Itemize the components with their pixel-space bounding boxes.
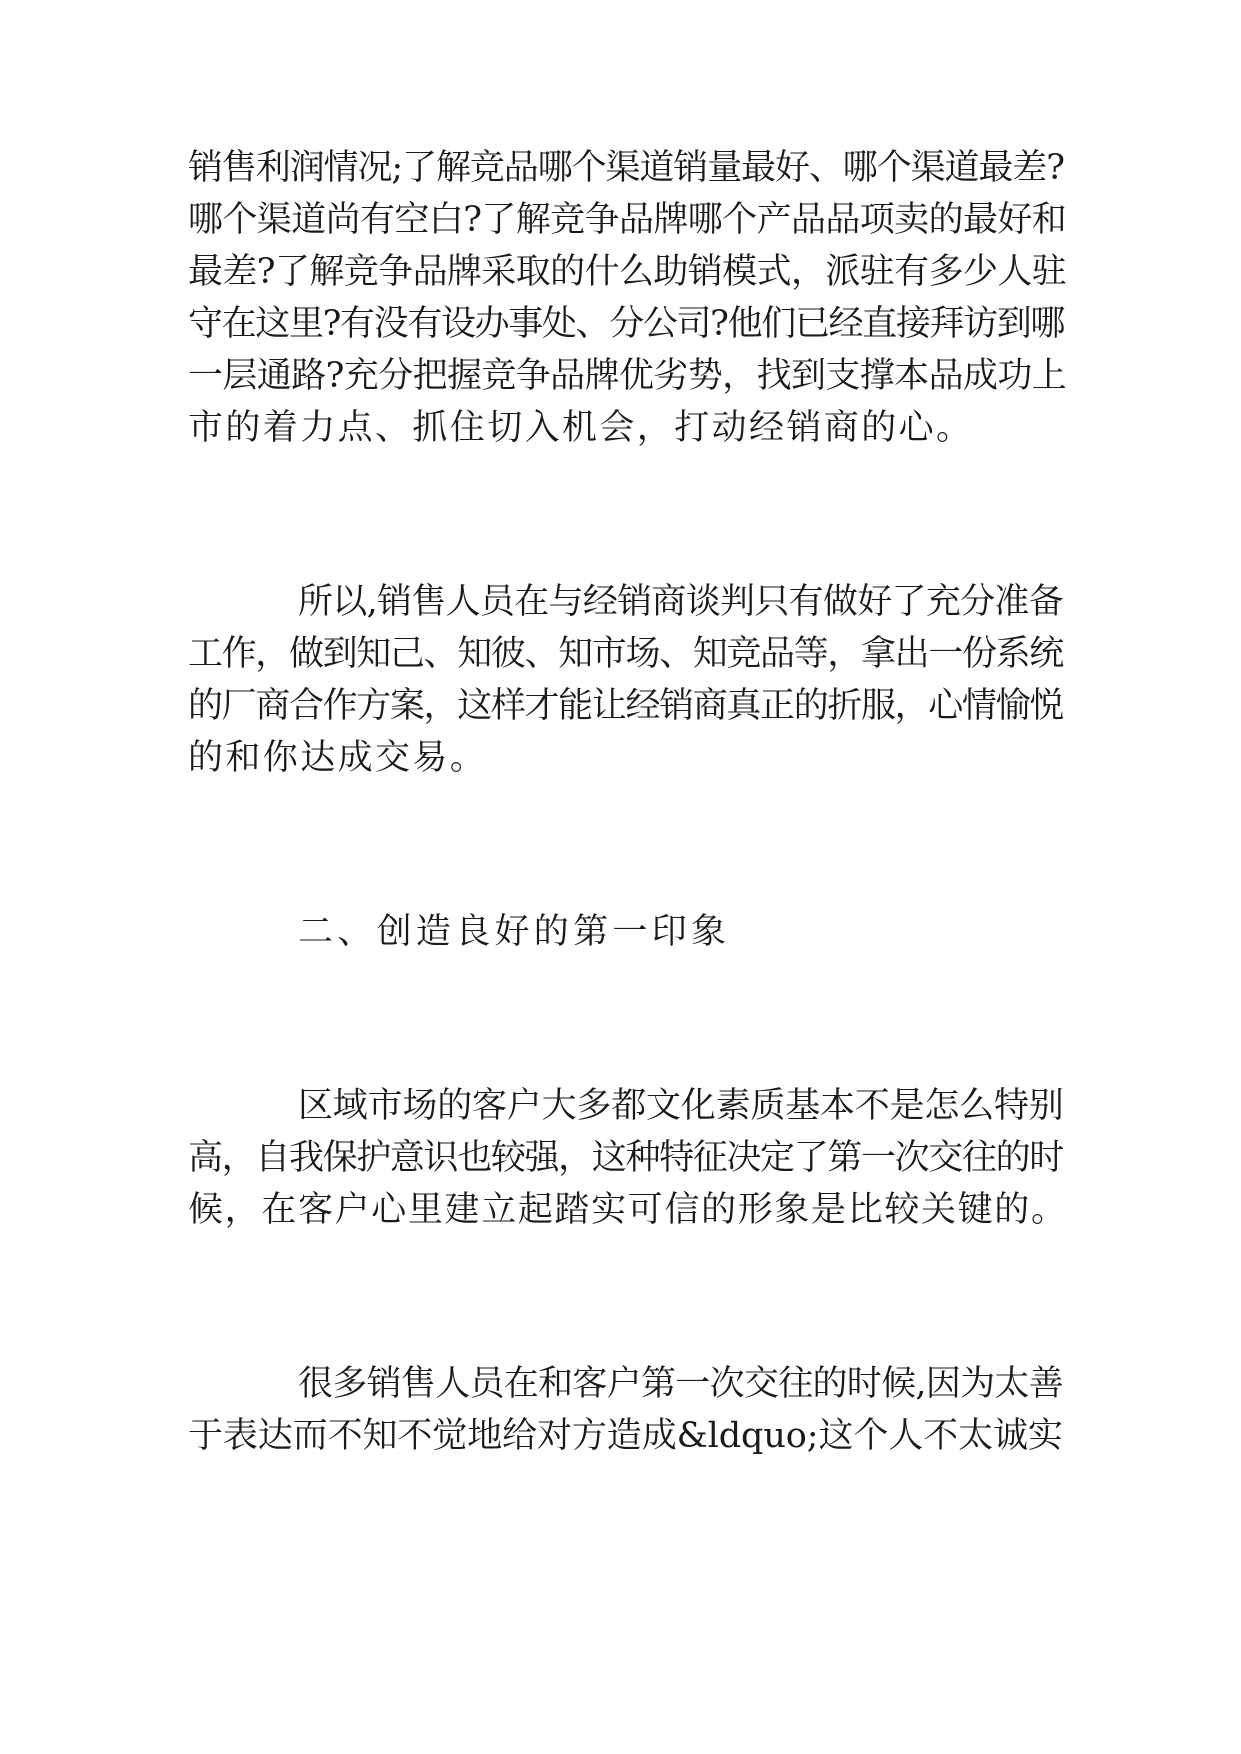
paragraph-1-line-3: 最差?了解竞争品牌采取的什么助销模式，派驻有多少人驻	[188, 252, 1067, 292]
paragraph-1-line-5: 一层通路?充分把握竞争品牌优劣势，找到支撑本品成功上	[188, 356, 1067, 396]
paragraph-2-line-2: 工作，做到知己、知彼、知市场、知竞品等，拿出一份系统	[188, 634, 1063, 674]
paragraph-3-line-2: 高，自我保护意识也较强，这种特征决定了第一次交往的时	[188, 1138, 1063, 1178]
paragraph-3-line-1: 区域市场的客户大多都文化素质基本不是怎么特别	[298, 1086, 1064, 1126]
paragraph-1-line-1: 销售利润情况;了解竞品哪个渠道销量最好、哪个渠道最差?	[188, 148, 1064, 188]
paragraph-4-line-1: 很多销售人员在和客户第一次交往的时候,因为太善	[298, 1364, 1064, 1404]
paragraph-1-line-4: 守在这里?有没有设办事处、分公司?他们已经直接拜访到哪	[188, 304, 1065, 344]
paragraph-2-line-3: 的厂商合作方案，这样才能让经销商真正的折服，心情愉悦	[188, 686, 1063, 726]
paragraph-1-line-2: 哪个渠道尚有空白?了解竞争品牌哪个产品品项卖的最好和	[188, 200, 1067, 240]
paragraph-1-line-6: 市的着力点、抓住切入机会，打动经销商的心。	[188, 408, 974, 448]
paragraph-2-line-1: 所以,销售人员在与经销商谈判只有做好了充分准备	[298, 582, 1064, 622]
paragraph-4-line-2: 于表达而不知不觉地给对方造成&ldquo;这个人不太诚实	[188, 1416, 1063, 1456]
section-heading: 二、创造良好的第一印象	[298, 912, 731, 952]
paragraph-2-line-4: 的和你达成交易。	[188, 738, 488, 778]
paragraph-3-line-3: 候，在客户心里建立起踏实可信的形象是比较关键的。	[188, 1190, 1068, 1230]
